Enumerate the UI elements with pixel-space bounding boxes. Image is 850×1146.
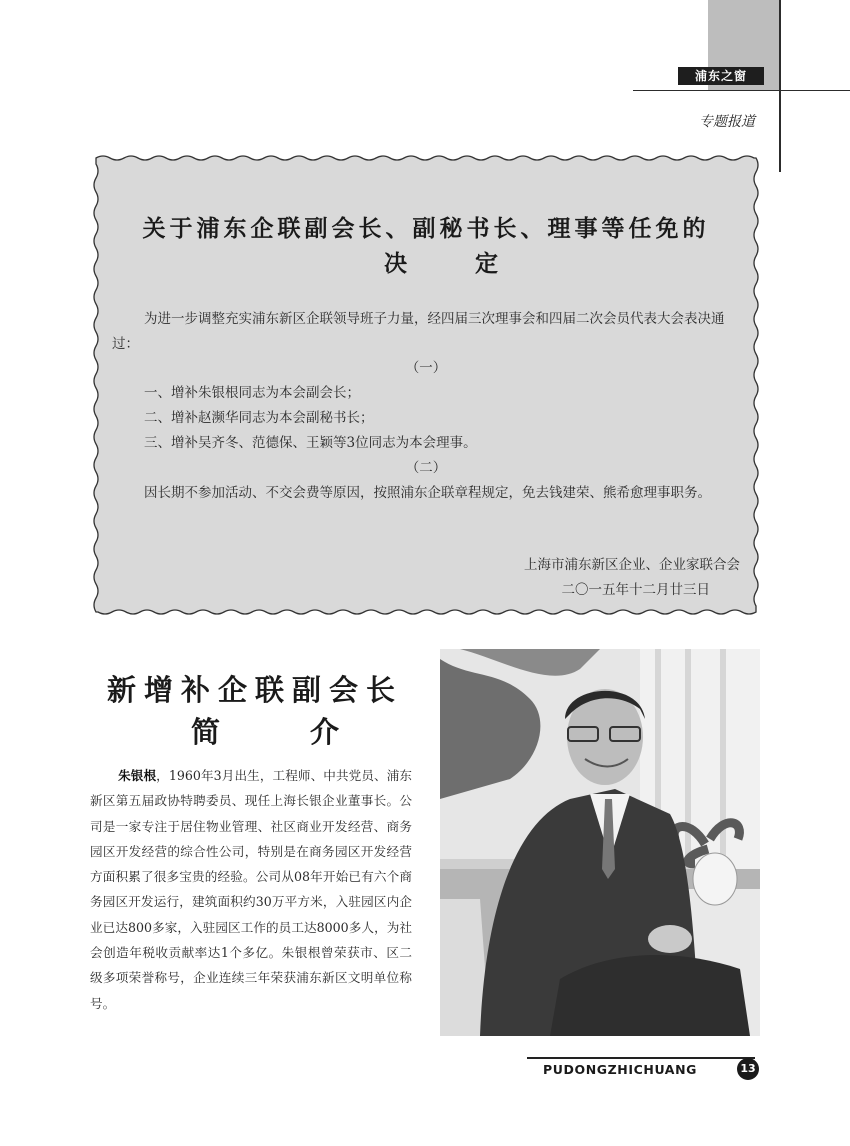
notice-content [112,152,740,618]
section-label: 专题报道 [699,114,755,130]
bio-title-line1: 新增补企联副会长 [106,673,403,707]
notice-intro: 为进一步调整充实浦东新区企联领导班子力量，经四届三次理事会和四届二次会员代表大会表决通过： [112,311,725,352]
page-number-badge: 13 [737,1058,759,1080]
footer-brand: PUDONGZHICHUANG [543,1062,698,1077]
notice-part1-heading: （一） [405,360,447,376]
bio-name: 朱银根 [118,768,157,783]
header-horizontal-rule [633,90,850,91]
notice-signature-org: 上海市浦东新区企业、企业家联合会 [524,557,740,573]
portrait-photo [440,649,760,1036]
notice-item-3: 三、增补吴齐冬、范德保、王颖等3位同志为本会理事。 [144,435,477,451]
bio-body: ，1960年3月出生，工程师、中共党员、浦东新区第五届政协特聘委员、现任上海长银企业董事长。公司是一家专注于居住物业管理、社区商业开发经营、商务园区开发经营的综合性公司，特别是在商务园区开发经营方面积累了很多宝贵的经验。公司从08年开始已有六个商务园区开发运行，建筑面积约30万平方米，入驻园区内企业已达800多家，入驻园区工作的员工达8000多人，为社会创造年税收贡献率达1个多亿。朱银根曾荣获市、区二级多项荣誉称号，企业连续三年荣获浦东新区文明单位称号。 [90,768,412,1011]
notice-title-line1: 关于浦东企联副会长、副秘书长、理事等任免的 [142,215,710,242]
notice-item-2: 二、增补赵濒华同志为本会副秘书长； [144,410,374,426]
bio-paragraph [90,763,412,1016]
footer-rule [527,1057,755,1059]
notice-part2-text: 因长期不参加活动、不交会费等原因，按照浦东企联章程规定，免去钱建荣、熊希愈理事职务。 [144,485,711,501]
notice-title-line2: 决 定 [383,250,528,277]
notice-item-1: 一、增补朱银根同志为本会副会长； [144,385,360,401]
notice-part2-heading: （二） [405,460,447,476]
notice-signature-date: 二〇一五年十二月廿三日 [561,582,710,598]
notice-box [90,152,762,618]
bio-title-line2: 简 介 [190,715,380,749]
header-vertical-rule [779,0,781,172]
magazine-name-badge: 浦东之窗 [678,67,764,85]
